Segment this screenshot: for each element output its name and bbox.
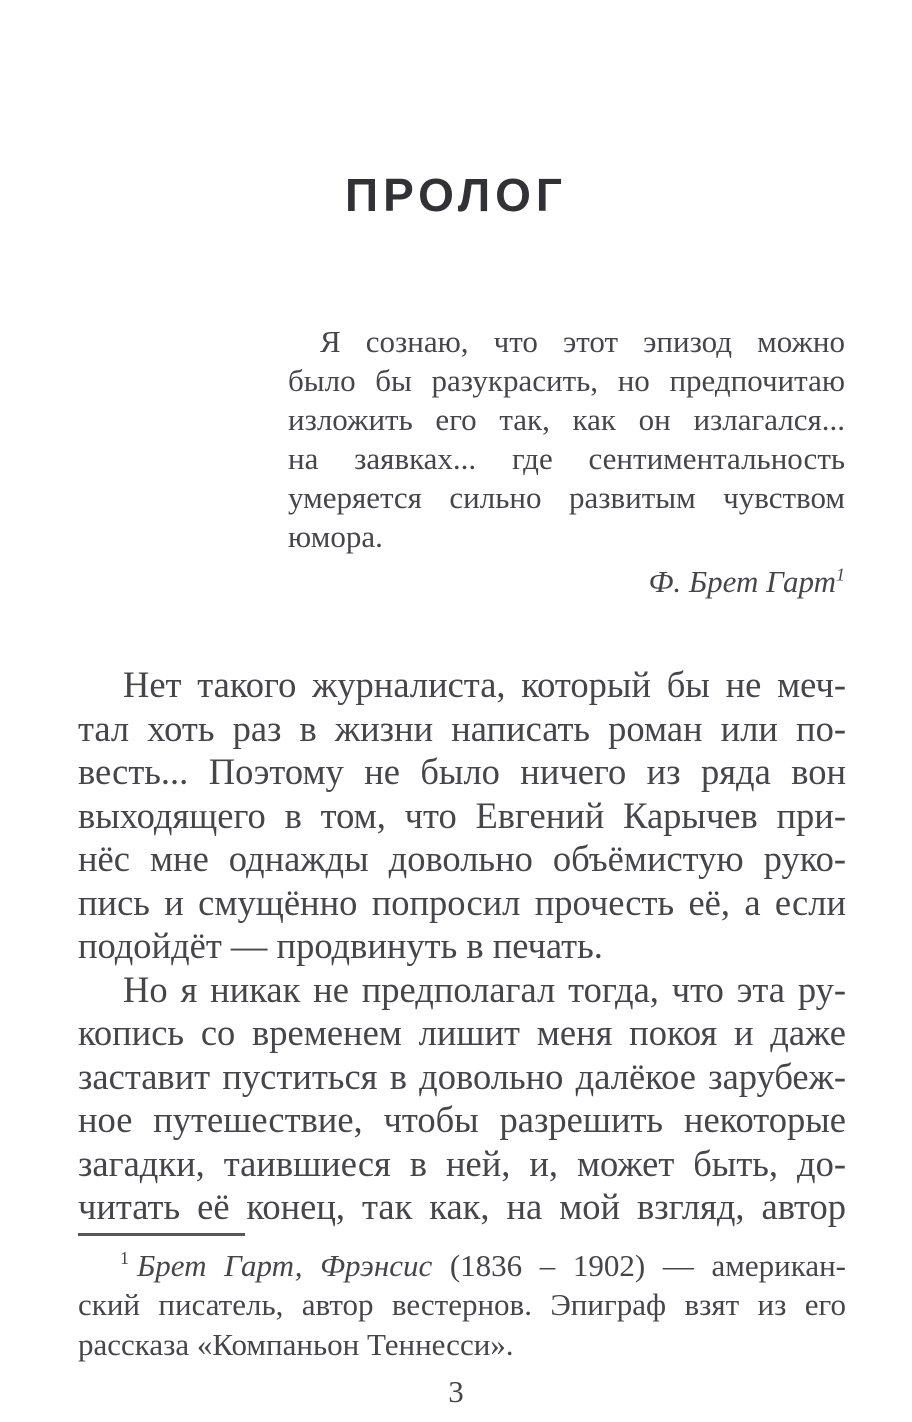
body-line: тал хоть раз в жизни написать роман или по-	[78, 707, 846, 749]
body-line: выходящего в том, что Евгений Карычев при-	[78, 794, 846, 836]
epigraph-line: юмора.	[288, 519, 383, 554]
footnote-ref-marker: 1	[836, 564, 845, 585]
footnote-separator	[78, 1233, 245, 1236]
body-line: Но я никак не предполагал тогда, что эта ру-	[123, 968, 846, 1010]
body-line: подойдёт — продвинуть в печать.	[78, 925, 603, 966]
footnote-author-name: Брет Гарт, Фрэнсис	[136, 1247, 433, 1283]
body-line: читать её конец, так как, на мой взгляд, автор	[78, 1186, 846, 1227]
footnote-text: (1836 – 1902) — американ-	[432, 1247, 846, 1283]
footnote-line: рассказа «Компаньон Теннесси».	[78, 1326, 514, 1362]
footnote-line: ский писатель, автор вестернов. Эпиграф взят из его	[78, 1287, 846, 1322]
page-number: 3	[448, 1374, 464, 1409]
epigraph-attribution	[0, 562, 845, 601]
body-line: весть... Поэтому не было ничего из ряда вон	[78, 751, 846, 792]
body-line: заставит пуститься в довольно далёкое зарубеж-	[78, 1055, 846, 1097]
body-line: пись и смущённо попросил прочесть её, а если	[78, 881, 846, 923]
epigraph-line: умеряется сильно развитым чувством	[288, 480, 845, 515]
footnote	[78, 1246, 846, 1365]
epigraph-attribution-text: Ф. Брет Гарт	[648, 564, 837, 599]
epigraph-line: было бы разукрасить, но предпочитаю	[288, 363, 845, 398]
paragraph	[78, 663, 846, 968]
epigraph	[288, 322, 845, 556]
body-line: нёс мне однажды довольно объёмистую руко-	[78, 838, 846, 879]
footnote-marker: 1	[120, 1248, 129, 1269]
chapter-title: ПРОЛОГ	[345, 169, 567, 221]
body-line: Нет такого журналиста, который бы не меч-	[123, 664, 846, 705]
body-line: загадки, таившиеся в ней, и, может быть, до-	[78, 1142, 846, 1184]
epigraph-line: на заявках... где сентиментальность	[288, 441, 845, 476]
body-line: копись со временем лишит меня покоя и даже	[78, 1012, 846, 1053]
footnote-line	[78, 1246, 846, 1286]
body-text	[78, 663, 846, 1229]
epigraph-line: изложить его так, как он излагался...	[288, 402, 845, 437]
body-line: ное путешествие, чтобы разрешить некоторые	[78, 1099, 846, 1140]
paragraph	[78, 968, 846, 1229]
epigraph-line: Я сознаю, что этот эпизод можно	[320, 324, 845, 359]
